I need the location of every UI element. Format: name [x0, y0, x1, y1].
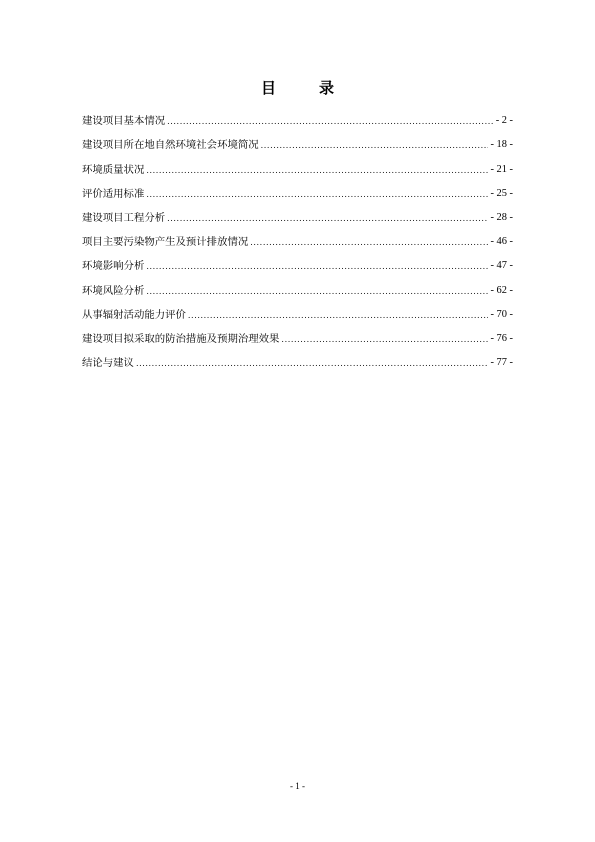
toc-entry-page: - 76 - [490, 332, 513, 344]
toc-entry-label: 建设项目拟采取的防治措施及预期治理效果 [82, 332, 280, 345]
toc-entry[interactable] [82, 273, 513, 297]
toc-entry-label: 结论与建议 [82, 357, 134, 370]
toc-leader-dots [146, 284, 488, 298]
toc-entry[interactable] [82, 322, 513, 346]
toc-leader-dots [146, 163, 488, 177]
toc-leader-dots [136, 356, 489, 370]
toc-entry-label: 环境影响分析 [82, 260, 145, 273]
toc-entry-label: 建设项目所在地自然环境社会环境简况 [82, 139, 259, 152]
toc-title: 目 录 [260, 79, 348, 97]
toc-leader-dots [250, 235, 488, 249]
toc-leader-dots [146, 259, 488, 273]
toc-entry[interactable] [82, 128, 513, 152]
toc-entry-page: - 77 - [490, 357, 513, 369]
toc-entry[interactable] [82, 249, 513, 273]
toc-leader-dots [167, 114, 494, 128]
toc-entry-page: - 46 - [490, 236, 513, 248]
toc-list [82, 104, 513, 370]
toc-entry-label: 评价适用标准 [82, 187, 145, 200]
toc-entry[interactable] [82, 104, 513, 128]
toc-leader-dots [146, 187, 488, 201]
toc-entry-page: - 25 - [490, 187, 513, 199]
toc-entry-label: 建设项目工程分析 [82, 211, 166, 224]
toc-leader-dots [261, 138, 489, 152]
toc-entry-page: - 47 - [490, 260, 513, 272]
page-number-footer: - 1 - [290, 781, 305, 791]
toc-entry-page: - 28 - [490, 211, 513, 223]
toc-leader-dots [167, 211, 488, 225]
toc-entry[interactable] [82, 298, 513, 322]
toc-entry[interactable] [82, 152, 513, 176]
toc-entry-label: 环境风险分析 [82, 284, 145, 297]
toc-leader-dots [188, 308, 489, 322]
toc-entry-label: 从事辐射活动能力评价 [82, 308, 186, 321]
toc-entry-page: - 21 - [490, 163, 513, 175]
toc-entry[interactable] [82, 177, 513, 201]
toc-entry[interactable] [82, 225, 513, 249]
toc-entry-label: 项目主要污染物产生及预计排放情况 [82, 236, 249, 249]
toc-entry-label: 环境质量状况 [82, 163, 145, 176]
toc-entry-page: - 2 - [495, 115, 513, 127]
toc-entry-label: 建设项目基本情况 [82, 115, 166, 128]
toc-entry-page: - 18 - [490, 139, 513, 151]
toc-entry[interactable] [82, 201, 513, 225]
toc-entry-page: - 70 - [490, 308, 513, 320]
toc-entry[interactable] [82, 346, 513, 370]
toc-entry-page: - 62 - [490, 284, 513, 296]
toc-leader-dots [281, 332, 488, 346]
